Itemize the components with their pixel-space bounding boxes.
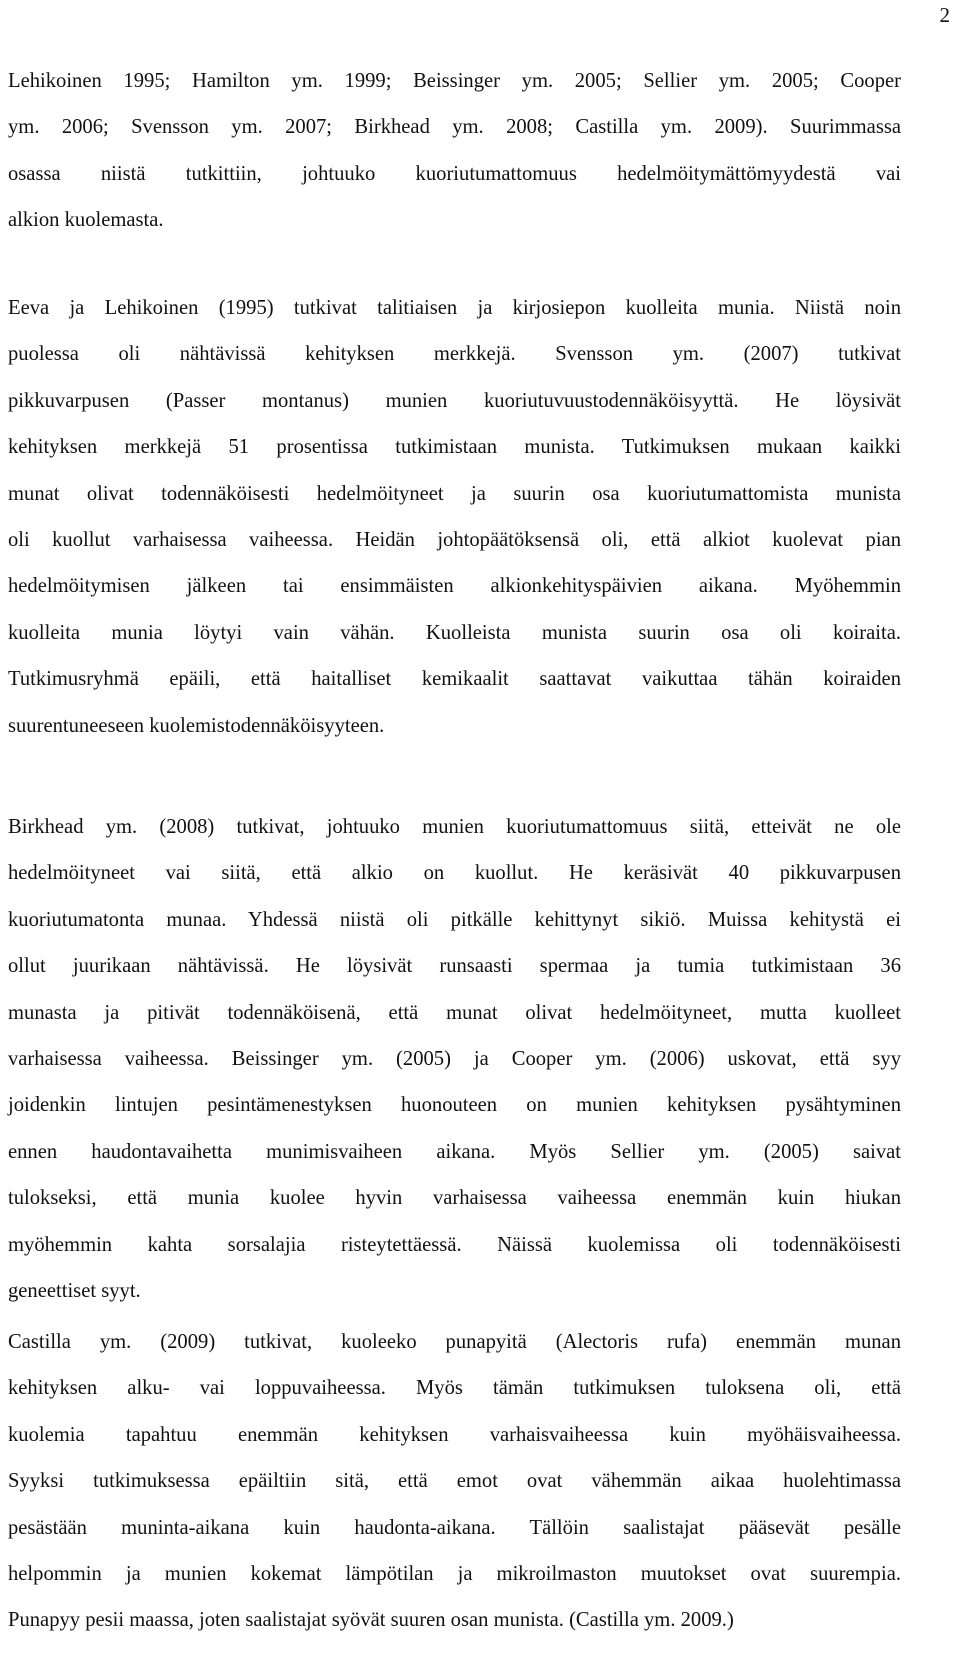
text-line: Punapyy pesii maassa, joten saalistajat syövät suuren osan munista. (Castilla ym. 2009.) — [8, 1609, 734, 1632]
text-line: ym. 2006; Svensson ym. 2007; Birkhead ym. 2008; Castilla ym. 2009). Suurimmassa — [8, 116, 901, 139]
text-line: kuoriutumatonta munaa. Yhdessä niistä oli pitkälle kehittynyt sikiö. Muissa kehitystä ei — [8, 908, 901, 931]
text-line: helpommin ja munien kokemat lämpötilan ja mikroilmaston muutokset ovat suurempia. — [8, 1563, 901, 1586]
text-line: hedelmöitymisen jälkeen tai ensimmäisten alkionkehityspäivien aikana. Myöhemmin — [8, 575, 901, 598]
text-line: Birkhead ym. (2008) tutkivat, johtuuko munien kuoriutumattomuus siitä, etteivät ne ole — [8, 816, 901, 838]
text-line: puolessa oli nähtävissä kehityksen merkkejä. Svensson ym. (2007) tutkivat — [8, 343, 901, 366]
text-line: geneettiset syyt. — [8, 1280, 141, 1303]
text-line: munasta ja pitivät todennäköisenä, että munat olivat hedelmöityneet, mutta kuolleet — [8, 1001, 901, 1024]
text-line: Eeva ja Lehikoinen (1995) tutkivat talitiaisen ja kirjosiepon kuolleita munia. Niistä noin — [8, 297, 901, 319]
text-line: osassa niistä tutkittiin, johtuuko kuoriutumattomuus hedelmöitymättömyydestä vai — [8, 162, 901, 185]
text-line: kehityksen merkkejä 51 prosentissa tutkimistaan munista. Tutkimuksen mukaan kaikki — [8, 436, 901, 459]
text-line: ennen haudontavaihetta munimisvaiheen aikana. Myös Sellier ym. (2005) saivat — [8, 1140, 901, 1163]
text-line: tulokseksi, että munia kuolee hyvin varhaisessa vaiheessa enemmän kuin hiukan — [8, 1187, 901, 1210]
text-line: munat olivat todennäköisesti hedelmöityneet ja suurin osa kuoriutumattomista munista — [8, 482, 901, 505]
text-line: Castilla ym. (2009) tutkivat, kuoleeko punapyitä (Alectoris rufa) enemmän munan — [8, 1331, 901, 1353]
paragraph-eeva-svensson — [8, 285, 901, 749]
text-line: suurentuneeseen kuolemistodennäköisyyteen. — [8, 714, 385, 737]
text-line: Syyksi tutkimuksessa epäiltiin sitä, että emot ovat vähemmän aikaa huolehtimassa — [8, 1470, 901, 1493]
text-line: pikkuvarpusen (Passer montanus) munien kuoriutuvuustodennäköisyyttä. He löysivät — [8, 389, 901, 412]
paragraph-intro-continuation — [8, 58, 901, 244]
text-line: myöhemmin kahta sorsalajia risteytettäessä. Näissä kuolemissa oli todennäköisesti — [8, 1233, 901, 1256]
text-line: kehityksen alku- vai loppuvaiheessa. Myös tämän tutkimuksen tuloksena oli, että — [8, 1377, 901, 1400]
page-number: 2 — [939, 3, 950, 27]
text-line: pesästään muninta-aikana kuin haudonta-aikana. Tällöin saalistajat pääsevät pesälle — [8, 1516, 901, 1539]
text-line: Tutkimusryhmä epäili, että haitalliset kemikaalit saattavat vaikuttaa tähän koiraiden — [8, 668, 901, 691]
text-line: alkion kuolemasta. — [8, 209, 164, 232]
text-line: joidenkin lintujen pesintämenestyksen huonouteen on munien kehityksen pysähtyminen — [8, 1094, 901, 1117]
text-line: kuolemia tapahtuu enemmän kehityksen varhaisvaiheessa kuin myöhäisvaiheessa. — [8, 1423, 901, 1446]
text-line: Lehikoinen 1995; Hamilton ym. 1999; Beissinger ym. 2005; Sellier ym. 2005; Cooper — [8, 70, 901, 92]
paragraph-birkhead — [8, 804, 901, 1314]
text-line: varhaisessa vaiheessa. Beissinger ym. (2005) ja Cooper ym. (2006) uskovat, että syy — [8, 1048, 901, 1071]
text-line: hedelmöityneet vai siitä, että alkio on kuollut. He keräsivät 40 pikkuvarpusen — [8, 862, 901, 885]
text-line: kuolleita munia löytyi vain vähän. Kuolleista munista suurin osa oli koiraita. — [8, 621, 901, 644]
text-line: oli kuollut varhaisessa vaiheessa. Heidän johtopäätöksensä oli, että alkiot kuolevat pian — [8, 529, 901, 552]
text-line: ollut juurikaan nähtävissä. He löysivät runsaasti spermaa ja tumia tutkimistaan 36 — [8, 955, 901, 978]
paragraph-castilla — [8, 1319, 901, 1644]
